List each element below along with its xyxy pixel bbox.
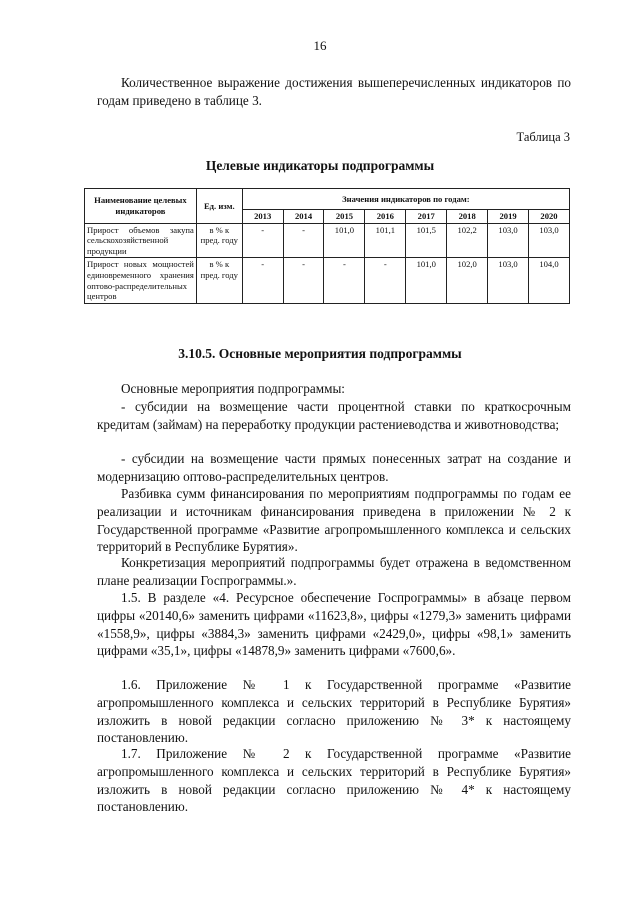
indicator-value: -	[324, 258, 365, 303]
indicator-value: 101,5	[406, 223, 447, 258]
table-row	[85, 223, 570, 258]
table-row	[85, 258, 570, 303]
header-year: 2020	[529, 210, 570, 224]
header-year: 2014	[283, 210, 324, 224]
header-year: 2016	[365, 210, 406, 224]
section-title: 3.10.5. Основные мероприятия подпрограммы	[178, 346, 462, 361]
header-values: Значения индикаторов по годам:	[242, 189, 569, 210]
indicator-unit: в % к пред. году	[196, 258, 242, 303]
indicator-value: 104,0	[529, 258, 570, 303]
indicator-value: -	[283, 223, 324, 258]
header-year: 2017	[406, 210, 447, 224]
table-header-row	[85, 189, 570, 210]
header-year: 2015	[324, 210, 365, 224]
indicator-value: 101,1	[365, 223, 406, 258]
indicator-value: -	[242, 258, 283, 303]
page-number: 16	[313, 38, 327, 53]
header-year: 2019	[488, 210, 529, 224]
indicator-value: 101,0	[406, 258, 447, 303]
header-year: 2013	[242, 210, 283, 224]
header-unit: Ед. изм.	[196, 189, 242, 224]
intro-paragraph: Количественное выражение достижения вышеперечисленных индикаторов по годам приведено в таблице 3.	[97, 75, 571, 108]
indicator-value: 103,0	[488, 223, 529, 258]
body-paragraph: - субсидии на возмещение части процентной ставки по краткосрочным кредитам (займам) на переработку продукции растениеводства и животноводства;	[97, 399, 571, 432]
body-paragraph: Разбивка сумм финансирования по мероприятиям подпрограммы по годам ее реализации и источникам финансирования приведена в приложении № 2 к Государственной программе «Развитие агропромышленного комплекса и сельских территорий в Республике Бурятия».	[97, 486, 571, 555]
indicators-table	[84, 188, 570, 304]
indicator-value: -	[283, 258, 324, 303]
body-paragraph: - субсидии на возмещение части прямых понесенных затрат на создание и модернизацию оптово-распределительных центров.	[97, 451, 571, 484]
table-title: Целевые индикаторы подпрограммы	[205, 158, 435, 173]
header-year: 2018	[447, 210, 488, 224]
indicator-value: 103,0	[488, 258, 529, 303]
indicator-value: 102,0	[447, 258, 488, 303]
indicator-value: 102,2	[447, 223, 488, 258]
body-paragraph: Конкретизация мероприятий подпрограммы будет отражена в ведомственном плане реализации Госпрограммы.».	[97, 555, 571, 588]
indicator-value: -	[365, 258, 406, 303]
indicator-value: -	[242, 223, 283, 258]
body-paragraph: Основные мероприятия подпрограммы:	[121, 381, 345, 396]
body-paragraph: 1.6. Приложение № 1 к Государственной программе «Развитие агропромышленного комплекса и сельских территорий в Республике Бурятия» изложить в новой редакции согласно приложению № 3* к настоящему постановлению.	[97, 677, 571, 746]
indicator-name: Прирост новых мощностей единовременного хранения оптово-распределительных центров	[85, 258, 197, 303]
indicator-name: Прирост объемов закупа сельскохозяйственной продукции	[85, 223, 197, 258]
indicator-value: 103,0	[529, 223, 570, 258]
header-name: Наименование целевых индикаторов	[85, 189, 197, 224]
body-paragraph: 1.5. В разделе «4. Ресурсное обеспечение Госпрограммы» в абзаце первом цифры «20140,6» заменить цифрами «11623,8», цифры «1279,3» заменить цифрами «1558,9», цифры «3884,3» заменить цифрами «2429,0», цифры «98,1» заменить цифрами «35,1», цифры «14878,9» заменить цифрами «7600,6».	[97, 590, 571, 659]
indicator-value: 101,0	[324, 223, 365, 258]
body-paragraph: 1.7. Приложение № 2 к Государственной программе «Развитие агропромышленного комплекса и сельских территорий в Республике Бурятия» изложить в новой редакции согласно приложению № 4* к настоящему постановлению.	[97, 746, 571, 815]
indicator-unit: в % к пред. году	[196, 223, 242, 258]
table-caption: Таблица 3	[516, 130, 570, 144]
